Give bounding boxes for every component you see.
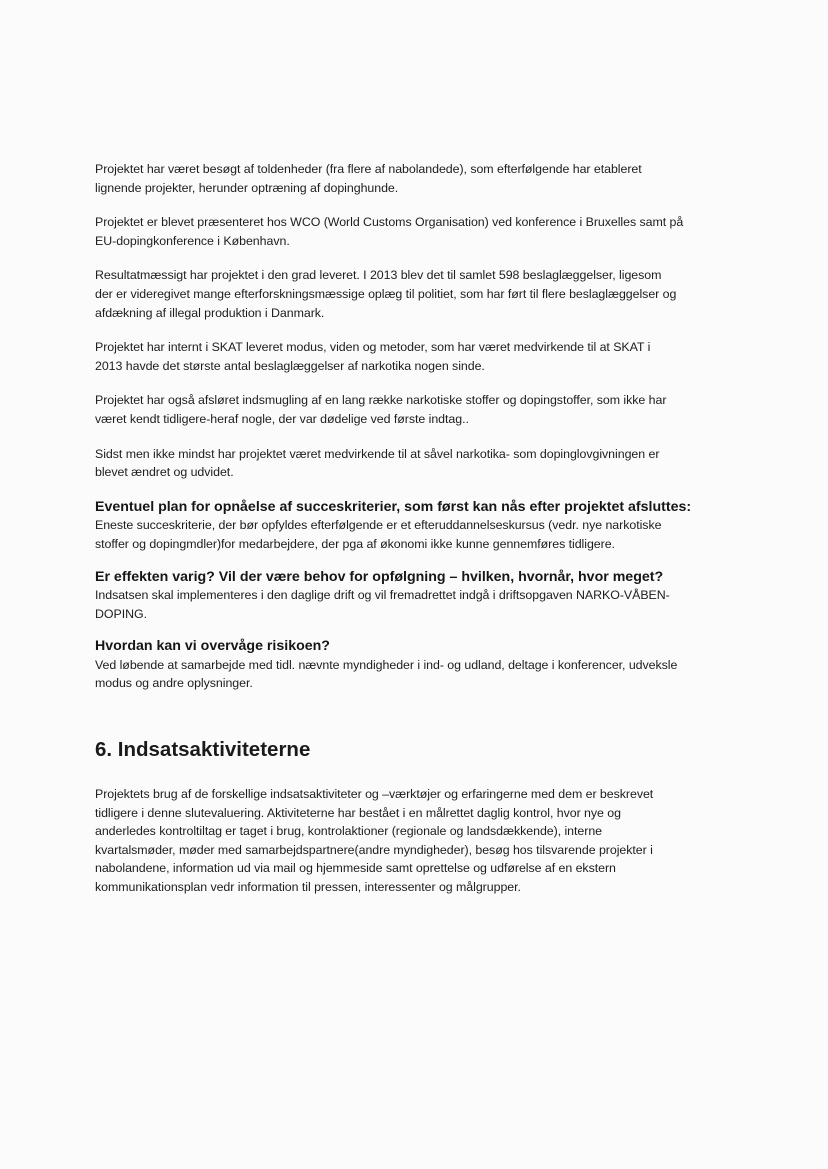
text-line: Projektets brug af de forskellige indsatsaktiviteter og –værktøjer og erfaringerne med dem er beskrevet xyxy=(95,787,654,802)
text-line: Projektet har været besøgt af toldenheder (fra flere af nabolandede), som efterfølgende har etableret xyxy=(95,162,642,176)
section-heading-risk: Hvordan kan vi overvåge risikoen? xyxy=(95,638,330,655)
paragraph-visits xyxy=(95,160,755,197)
paragraph-wco xyxy=(95,213,755,250)
text-line: Projektet er blevet præsenteret hos WCO (World Customs Organisation) ved konference i Bruxelles samt på xyxy=(95,215,684,230)
text-line: Ved løbende at samarbejde med tidl. nævnte myndigheder i ind- og udland, deltage i konferencer, udveksle xyxy=(95,657,678,672)
text-line: Projektet har internt i SKAT leveret modus, viden og metoder, som har været medvirkende til at SKAT i xyxy=(95,340,651,355)
section-body-success-criteria xyxy=(95,516,755,553)
section-body-risk xyxy=(95,656,755,693)
section-body-effect xyxy=(95,586,755,623)
section-heading-success-criteria: Eventuel plan for opnåelse af succeskriterier, som først kan nås efter projektet afsluttes: xyxy=(95,498,692,515)
text-line: lignende projekter, herunder optræning af dopinghunde. xyxy=(95,180,399,195)
text-line: Resultatmæssigt har projektet i den grad leveret. I 2013 blev det til samlet 598 beslaglæggelser, ligesom xyxy=(95,268,662,283)
text-line: stoffer og dopingmdler)for medarbejdere, der pga af økonomi ikke kunne gennemføres tidligere. xyxy=(95,536,615,551)
paragraph-legislation xyxy=(95,445,755,482)
text-line: Eneste succeskriterie, der bør opfyldes efterfølgende er et efteruddannelseskursus (vedr. nye narkotiske xyxy=(95,518,662,533)
chapter-title: 6. Indsatsaktiviteterne xyxy=(95,738,311,762)
section-heading-effect: Er effekten varig? Vil der være behov for opfølgning – hvilken, hvornår, hvor meget? xyxy=(95,568,664,585)
chapter-body xyxy=(95,785,755,897)
text-line: der er videregivet mange efterforskningsmæssige oplæg til politiet, som har ført til flere beslaglæggelser og xyxy=(95,286,677,301)
page-content xyxy=(95,160,755,913)
text-line: kvartalsmøder, møder med samarbejdspartnere(andre myndigheder), besøg hos tilsvarende projekter i xyxy=(95,842,653,857)
text-line: nabolandene, information ud via mail og hjemmeside samt oprettelse og udførelse af en ekstern xyxy=(95,861,616,876)
text-line: EU-dopingkonference i København. xyxy=(95,233,290,248)
text-line: Projektet har også afsløret indsmugling af en lang række narkotiske stoffer og dopingstoffer, som ikke har xyxy=(95,393,667,408)
text-line: anderledes kontroltiltag er taget i brug, kontrolaktioner (regionale og landsdækkende), interne xyxy=(95,824,603,839)
text-line: Indsatsen skal implementeres i den daglige drift og vil fremadrettet indgå i driftsopgaven NARKO-VÅBEN- xyxy=(95,588,670,603)
text-line: kommunikationsplan vedr information til pressen, interessenter og målgrupper. xyxy=(95,880,521,895)
text-line: været kendt tidligere-heraf nogle, der var dødelige ved første indtag.. xyxy=(95,411,469,426)
paragraph-smuggling xyxy=(95,391,755,428)
text-line: modus og andre oplysninger. xyxy=(95,676,253,691)
paragraph-skat-internal xyxy=(95,338,755,375)
text-line: DOPING. xyxy=(95,606,147,621)
text-line: afdækning af illegal produktion i Danmark. xyxy=(95,305,325,320)
text-line: 2013 havde det største antal beslaglæggelser af narkotika nogen sinde. xyxy=(95,358,485,373)
text-line: blevet ændret og udvidet. xyxy=(95,465,234,480)
paragraph-results xyxy=(95,266,755,322)
text-line: Sidst men ikke mindst har projektet været medvirkende til at såvel narkotika- som dopinglovgivningen er xyxy=(95,446,660,461)
text-line: tidligere i denne slutevaluering. Aktiviteterne har bestået i en målrettet daglig kontrol, hvor nye og xyxy=(95,805,621,820)
